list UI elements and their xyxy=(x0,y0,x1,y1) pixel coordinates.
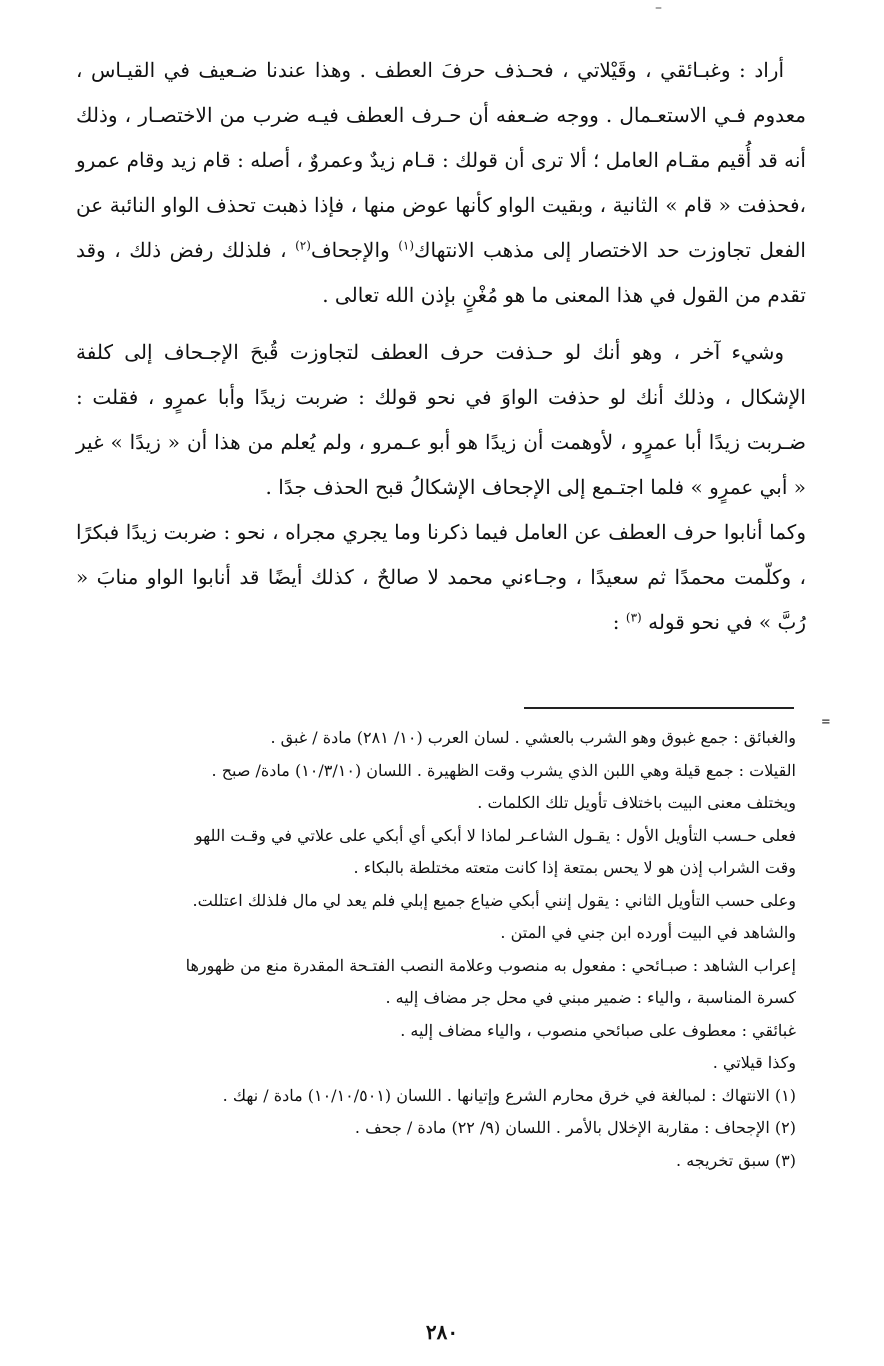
footnote-line: غبائقي : معطوف على صبائحي منصوب ، والياء مضاف إليه . xyxy=(400,1020,796,1040)
paragraph-1-text: أراد : وغبـائقي ، وقَيْلاتي ، فحـذف حرفَ العطف . وهذا عندنا ضـعيف في القيـاس ، معدوم فـي الاستعـمال . ووجه ضـعفه أن حـرف العطف فيـه ضرب من الاختصـار ، وذلك أنه قد أُقيم مقـام العامل ؛ ألا ترى أن قولك : قـام زيدٌ وعمروٌ ، أصله : قام زيد وقام عمرو ،فحذفت « قام » الثانية ، وبقيت الواو كأنها عوض منها ، فإذا ذهبت تحذف الواو النائبة عن الفعل تجاوزت حد الاختصار إلى مذهب الانتهاك xyxy=(76,58,806,262)
footnote-2: (٢) الإجحاف : مقاربة الإخلال بالأمر . اللسان (٩/ ٢٢) مادة / جحف . xyxy=(354,1118,796,1137)
footnote-line: القيلات : جمع قيلة وهي اللبن الذي يشرب وقت الظهيرة . اللسان (١٠/٣/١٠) مادة/ صبح . xyxy=(211,760,796,780)
footnote-divider xyxy=(524,707,794,709)
paragraph-3-text: وكما أنابوا حرف العطف عن العامل فيما ذكرنا وما يجري مجراه ، نحو : ضربت زيدًا فبكرًا ، وكلّمت محمدًا ثم سعيدًا ، وجـاءني محمد لا صالحٌ ، كذلك أيضًا قد أنابوا الواو منابَ « رُبَّ » في نحو قوله xyxy=(76,520,806,634)
top-mark: – xyxy=(655,0,662,16)
footnote-line: وقت الشراب إذن هو لا يحس بمتعة إذا كانت متعته مختلطة بالبكاء . xyxy=(353,858,796,877)
footnote-line: وكذا قيلاتي . xyxy=(712,1053,796,1072)
continuation-mark: = xyxy=(821,714,830,730)
footnote-1: (١) الانتهاك : لمبالغة في خرق محارم الشرع وإتيانها . اللسان (١٠/١٠/٥٠١) مادة / نهك . xyxy=(222,1085,796,1105)
footnote-ref-3: (٣) xyxy=(625,610,642,625)
main-text xyxy=(76,48,806,645)
paragraph-1 xyxy=(76,48,806,318)
footnote-line: والشاهد في البيت أورده ابن جني في المتن . xyxy=(500,923,796,942)
footnote-3: (٣) سبق تخريجه . xyxy=(676,1150,796,1170)
footnote-ref-1: (١) xyxy=(398,238,415,253)
paragraph-3-end: : xyxy=(612,610,620,634)
page-number: ٢٨٠ xyxy=(425,1320,459,1344)
footnote-line: ويختلف معنى البيت باختلاف تأويل تلك الكلمات . xyxy=(477,793,796,812)
footnote-line: إعراب الشاهد : صبـائحي : مفعول به منصوب وعلامة النصب الفتـحة المقدرة منع من ظهورها xyxy=(185,955,796,975)
footnote-line: فعلى حـسب التأويل الأول : يقـول الشاعـر لماذا لا أبكي أي أبكي على علاتي في وقـت اللهو xyxy=(194,825,796,845)
footnote-line: والغبائق : جمع غبوق وهو الشرب بالعشي . لسان العرب (١٠/ ٢٨١) مادة / غبق . xyxy=(270,728,796,747)
paragraph-1-middle: والإجحاف xyxy=(310,238,390,262)
footnote-ref-2: (٢) xyxy=(295,238,311,253)
footnotes xyxy=(76,722,796,1177)
paragraph-3 xyxy=(76,510,806,645)
paragraph-2: وشيء آخر ، وهو أنك لو حـذفت حرف العطف لتجاوزت قُبحَ الإجـحاف إلى كلفة الإشكال ، وذلك أنك لو حذفت الواوَ في نحو قولك : ضربت زيدًا وأبا عمرٍو ، فقلت : ضـربت زيدًا أبا عمرٍو ، لأوهمت أن زيدًا هو أبو عـمرو ، ولم يُعلم من هذا أن « زيدًا » غير « أبي عمرٍو » فلما اجتـمع إلى الإجحاف الإشكالُ قبح الحذف جدًا . xyxy=(76,340,806,499)
footnote-line: وعلى حسب التأويل الثاني : يقول إنني أبكي ضياع جميع إبلي فلم يعد لي مال فلذلك اعتللت. xyxy=(192,890,796,910)
paragraph-1-end: ، فلذلك رفض ذلك ، وقد تقدم من القول في هذا المعنى ما هو مُغْنٍ بإذن الله تعالى . xyxy=(76,238,806,307)
footnote-line: كسرة المناسبة ، والياء : ضمير مبني في محل جر مضاف إليه . xyxy=(385,988,796,1007)
